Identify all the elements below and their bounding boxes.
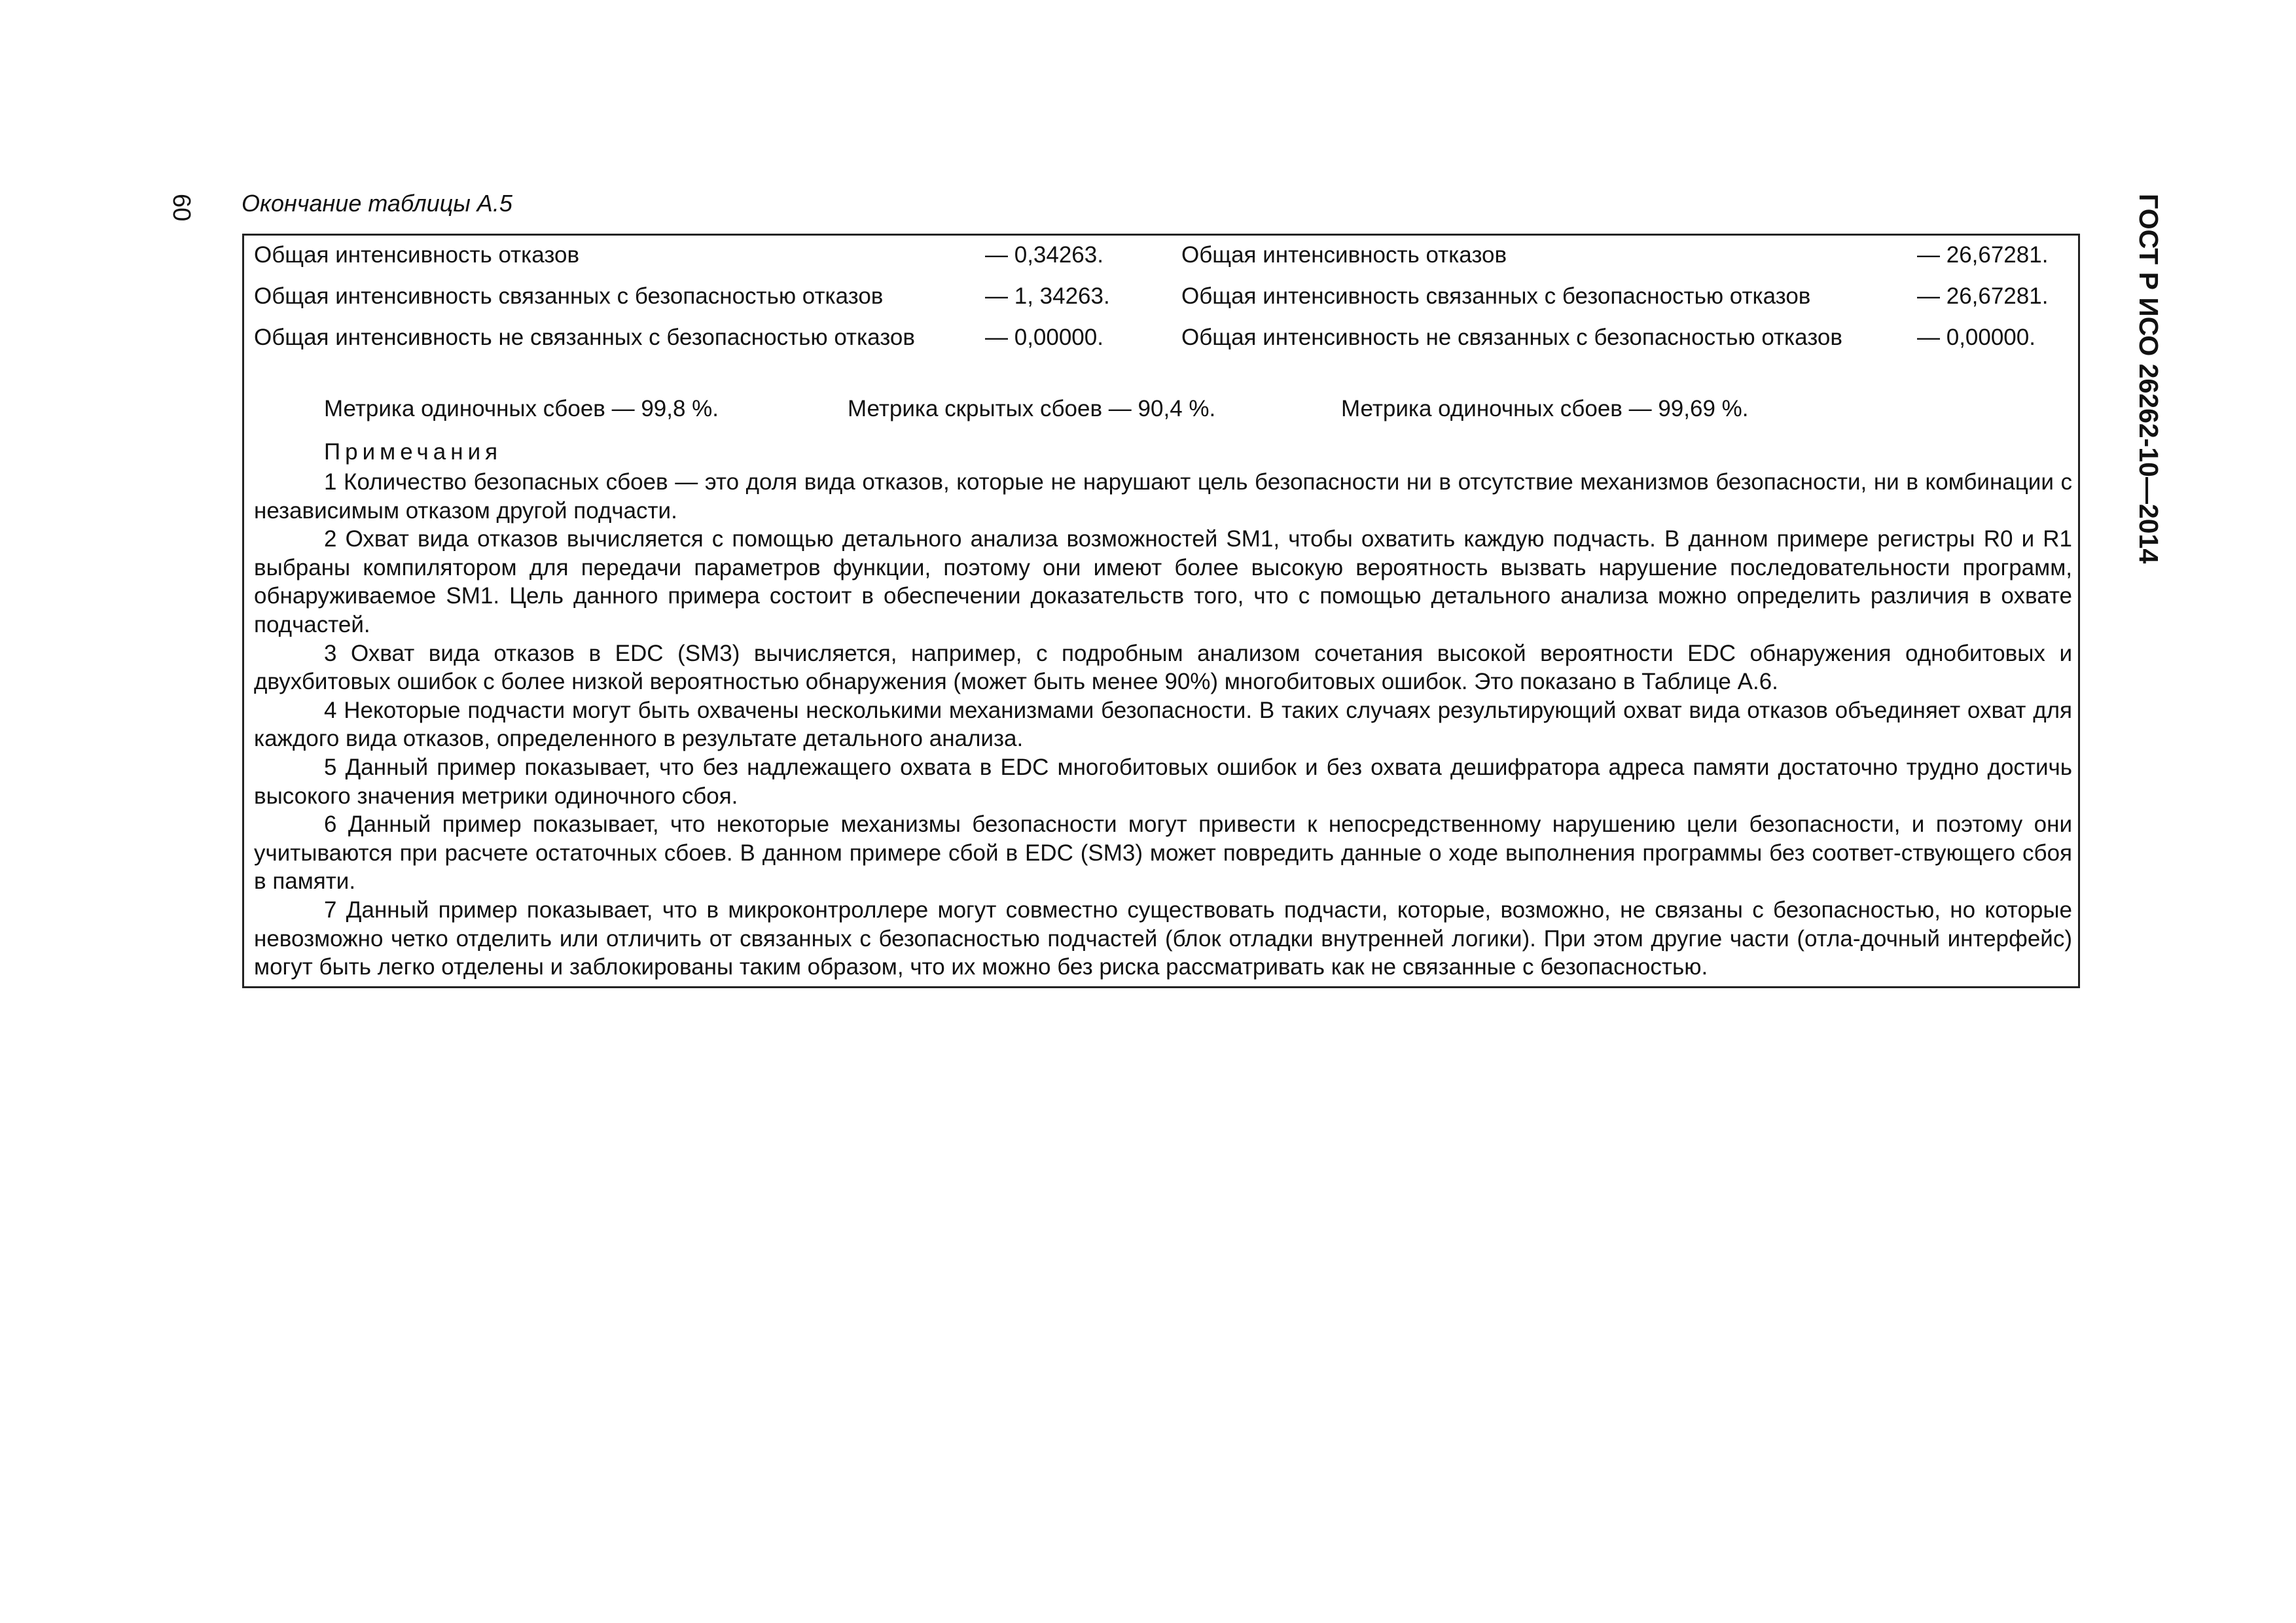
metric-single-fault-right: Метрика одиночных сбоев — 99,69 %. — [1341, 396, 1749, 421]
page-number: 60 — [168, 194, 195, 222]
right-total-value: — 26,67281. — [1917, 242, 2049, 268]
note-6: 6 Данный пример показывает, что некоторые механизмы безопасности могут привести к непосредственному нарушению цели безопасности, и поэтому они учитываются при расчете остаточных сбоев. В данном примере сбой в EDC (SM3) может повредить данные о ходе выполнения программы без соответ-ствующего сбоя в памяти. — [254, 812, 2072, 895]
right-total-label: Общая интенсивность отказов — [1181, 242, 1507, 268]
table-caption: Окончание таблицы А.5 — [242, 190, 512, 217]
left-safety-label: Общая интенсивность связанных с безопасностью отказов — [254, 283, 884, 309]
left-safety-value: — 1, 34263. — [985, 283, 1110, 309]
metric-single-fault-left: Метрика одиночных сбоев — 99,8 %. — [324, 396, 719, 421]
standard-designation: ГОСТ Р ИСО 26262-10—2014 — [2134, 194, 2164, 564]
notes-heading: Примечания — [324, 439, 503, 465]
note-2: 2 Охват вида отказов вычисляется с помощью детального анализа возможностей SM1, чтобы охватить каждую подчасть. В данном примере регистры R0 и R1 выбраны компилятором для передачи параметров функции, поэтому они имеют более высокую вероятность вызвать нарушение последовательности программ, обнаруживаемое SM1. Цель данного примера состоит в обеспечении доказательств того, что с помощью детального анализа можно определить различия в охвате подчастей. — [254, 526, 2072, 637]
right-nonsafety-value: — 0,00000. — [1917, 325, 2036, 350]
note-3: 3 Охват вида отказов в EDC (SM3) вычисляется, например, с подробным анализом сочетания высокой вероятности EDC обнаружения однобитовых и двухбитовых ошибок с более низкой вероятностью обнаружения (может быть менее 90%) многобитовых ошибок. Это показано в Таблице А.6. — [254, 640, 2072, 695]
left-total-value: — 0,34263. — [985, 242, 1103, 268]
right-safety-label: Общая интенсивность связанных с безопасностью отказов — [1181, 283, 1811, 309]
note-7: 7 Данный пример показывает, что в микроконтроллере могут совместно существовать подчасти, которые, возможно, не связаны с безопасностью, но которые невозможно четко отделить или отличить от связанных с безопасностью подчастей (блок отладки внутренней логики). При этом другие части (отла-дочный интерфейс) могут быть легко отделены и заблокированы таким образом, что их можно без риска рассматривать как не связанные с безопасностью. — [254, 897, 2072, 980]
notes-block — [254, 468, 2072, 982]
note-4: 4 Некоторые подчасти могут быть охвачены несколькими механизмами безопасности. В таких случаях результирующий охват вида отказов объединяет охват для каждого вида отказов, определенного в результате детального анализа. — [254, 697, 2072, 752]
left-nonsafety-value: — 0,00000. — [985, 325, 1103, 350]
note-1: 1 Количество безопасных сбоев — это доля вида отказов, которые не нарушают цель безопасности ни в отсутствие механизмов безопасности, ни в комбинации с независимым отказом другой подчасти. — [254, 469, 2072, 524]
left-nonsafety-label: Общая интенсивность не связанных с безопасностью отказов — [254, 325, 915, 350]
note-5: 5 Данный пример показывает, что без надлежащего охвата в EDC многобитовых ошибок и без охвата дешифратора адреса памяти достаточно трудно достичь высокого значения метрики одиночного сбоя. — [254, 754, 2072, 809]
metric-latent-fault: Метрика скрытых сбоев — 90,4 %. — [848, 396, 1216, 421]
left-total-label: Общая интенсивность отказов — [254, 242, 580, 268]
right-safety-value: — 26,67281. — [1917, 283, 2049, 309]
right-nonsafety-label: Общая интенсивность не связанных с безопасностью отказов — [1181, 325, 1842, 350]
